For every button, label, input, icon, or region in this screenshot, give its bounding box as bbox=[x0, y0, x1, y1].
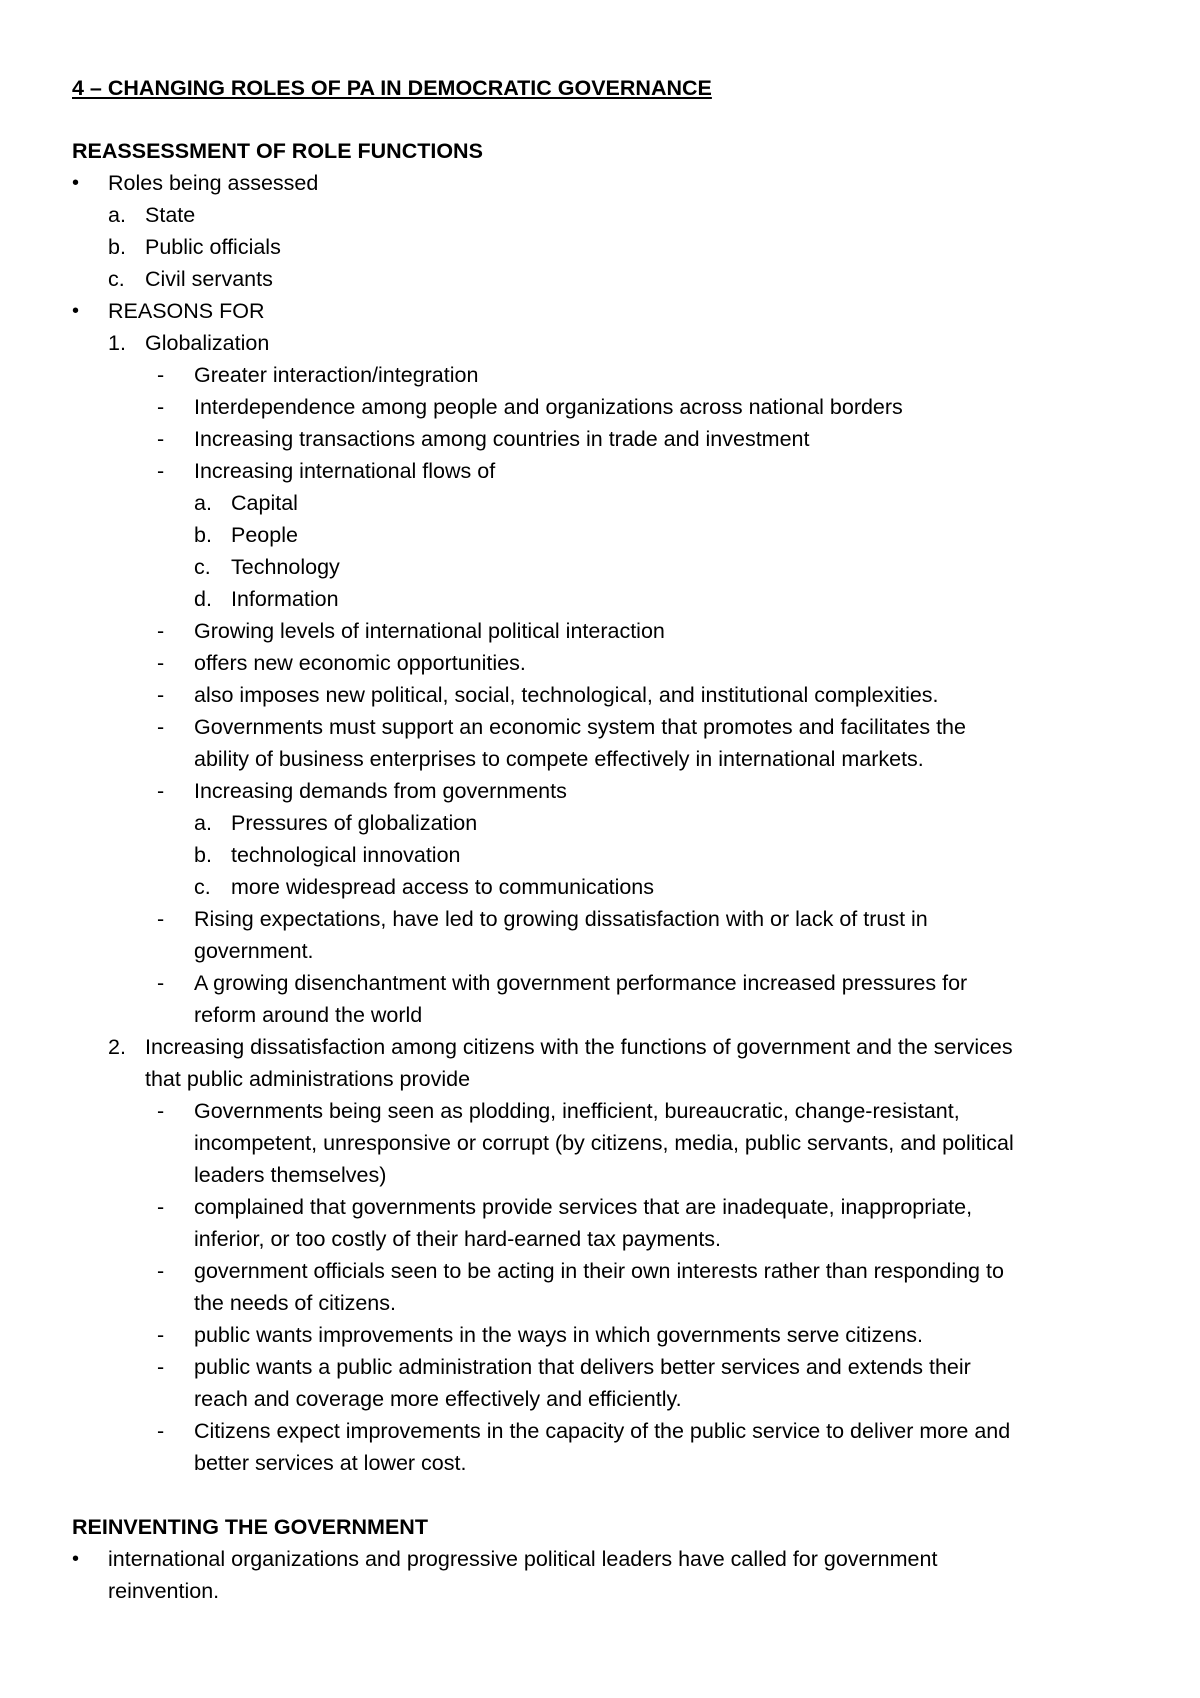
dash-item bbox=[0, 967, 1200, 999]
bullet-marker: • bbox=[72, 1548, 80, 1570]
dash-item-continuation bbox=[0, 1447, 1200, 1479]
dash-text: Greater interaction/integration bbox=[194, 363, 479, 387]
dash-item bbox=[0, 391, 1200, 423]
list-text: People bbox=[231, 523, 298, 547]
list-text: Pressures of globalization bbox=[231, 811, 478, 835]
bullet-item bbox=[0, 1543, 1200, 1575]
dash-item-continuation bbox=[0, 743, 1200, 775]
list-text: Civil servants bbox=[145, 267, 273, 291]
dash-text: Increasing international flows of bbox=[194, 459, 496, 483]
dash-item bbox=[0, 903, 1200, 935]
list-item bbox=[0, 231, 1200, 263]
list-marker: a. bbox=[194, 811, 212, 835]
dash-marker: - bbox=[157, 971, 165, 995]
dash-item bbox=[0, 1255, 1200, 1287]
dash-item-continuation bbox=[0, 1127, 1200, 1159]
dash-item bbox=[0, 1191, 1200, 1223]
list-item bbox=[0, 263, 1200, 295]
dash-text: A growing disenchantment with government performance increased pressures for bbox=[194, 971, 968, 995]
dash-text: inferior, or too costly of their hard-earned tax payments. bbox=[194, 1227, 722, 1251]
dash-text: public wants a public administration that delivers better services and extends their bbox=[194, 1355, 971, 1379]
list-marker: c. bbox=[108, 267, 125, 291]
list-text: technological innovation bbox=[231, 843, 461, 867]
section-heading-reassessment: REASSESSMENT OF ROLE FUNCTIONS bbox=[72, 139, 483, 163]
sub-list-item bbox=[0, 487, 1200, 519]
dash-item bbox=[0, 455, 1200, 487]
list-text: Public officials bbox=[145, 235, 281, 259]
dash-item bbox=[0, 711, 1200, 743]
dash-text: complained that governments provide services that are inadequate, inappropriate, bbox=[194, 1195, 973, 1219]
dash-text: Increasing transactions among countries in trade and investment bbox=[194, 427, 810, 451]
dash-item bbox=[0, 359, 1200, 391]
dash-marker: - bbox=[157, 427, 165, 451]
numbered-text: that public administrations provide bbox=[145, 1067, 471, 1091]
dash-item bbox=[0, 1351, 1200, 1383]
list-text: State bbox=[145, 203, 196, 227]
sub-list-item bbox=[0, 839, 1200, 871]
dash-item-continuation bbox=[0, 999, 1200, 1031]
dash-item bbox=[0, 423, 1200, 455]
bullet-text-roles: Roles being assessed bbox=[108, 171, 319, 195]
dash-text: offers new economic opportunities. bbox=[194, 651, 526, 675]
section-heading-line bbox=[0, 1511, 1200, 1543]
dash-item-continuation bbox=[0, 1287, 1200, 1319]
bullet-text: reinvention. bbox=[108, 1579, 220, 1603]
dash-text: Increasing demands from governments bbox=[194, 779, 567, 803]
document-title: 4 – CHANGING ROLES OF PA IN DEMOCRATIC GOVERNANCE bbox=[72, 76, 712, 100]
list-marker: c. bbox=[194, 555, 211, 579]
dash-marker: - bbox=[157, 907, 165, 931]
bullet-item bbox=[0, 295, 1200, 327]
dash-marker: - bbox=[157, 651, 165, 675]
dash-text: Growing levels of international political interaction bbox=[194, 619, 665, 643]
dash-text: Citizens expect improvements in the capacity of the public service to deliver more and bbox=[194, 1419, 1011, 1443]
sub-list-item bbox=[0, 519, 1200, 551]
list-marker: d. bbox=[194, 587, 212, 611]
dash-text: reach and coverage more effectively and efficiently. bbox=[194, 1387, 682, 1411]
dash-text: Governments being seen as plodding, inefficient, bureaucratic, change-resistant, bbox=[194, 1099, 960, 1123]
dash-item-continuation bbox=[0, 1383, 1200, 1415]
dash-marker: - bbox=[157, 459, 165, 483]
bullet-item-continuation bbox=[0, 1575, 1200, 1607]
numbered-item-continuation bbox=[0, 1063, 1200, 1095]
dash-marker: - bbox=[157, 715, 165, 739]
dash-marker: - bbox=[157, 363, 165, 387]
dash-text: better services at lower cost. bbox=[194, 1451, 467, 1475]
bullet-item bbox=[0, 167, 1200, 199]
dash-marker: - bbox=[157, 1419, 165, 1443]
dash-item-continuation bbox=[0, 935, 1200, 967]
dash-marker: - bbox=[157, 395, 165, 419]
dash-text: public wants improvements in the ways in which governments serve citizens. bbox=[194, 1323, 923, 1347]
list-marker: b. bbox=[194, 523, 212, 547]
dash-marker: - bbox=[157, 1259, 165, 1283]
dash-text: government officials seen to be acting in their own interests rather than responding to bbox=[194, 1259, 1004, 1283]
dash-marker: - bbox=[157, 1195, 165, 1219]
list-marker: c. bbox=[194, 875, 211, 899]
bullet-text-reasons: REASONS FOR bbox=[108, 299, 265, 323]
sub-list-item bbox=[0, 807, 1200, 839]
numbered-item bbox=[0, 1031, 1200, 1063]
dash-text: Interdependence among people and organizations across national borders bbox=[194, 395, 903, 419]
bullet-marker: • bbox=[72, 300, 80, 322]
dash-item bbox=[0, 1095, 1200, 1127]
list-text: Technology bbox=[231, 555, 340, 579]
sub-list-item bbox=[0, 871, 1200, 903]
dash-item-continuation bbox=[0, 1159, 1200, 1191]
sub-list-item bbox=[0, 583, 1200, 615]
bullet-marker: • bbox=[72, 172, 80, 194]
list-marker: b. bbox=[194, 843, 212, 867]
dash-text: reform around the world bbox=[194, 1003, 423, 1027]
section-heading-reinventing: REINVENTING THE GOVERNMENT bbox=[72, 1515, 428, 1539]
sub-list-item bbox=[0, 551, 1200, 583]
dash-marker: - bbox=[157, 619, 165, 643]
dash-text: leaders themselves) bbox=[194, 1163, 387, 1187]
dash-marker: - bbox=[157, 779, 165, 803]
dash-marker: - bbox=[157, 1355, 165, 1379]
list-text: more widespread access to communications bbox=[231, 875, 655, 899]
dash-marker: - bbox=[157, 1323, 165, 1347]
list-marker: a. bbox=[194, 491, 212, 515]
dash-text: ability of business enterprises to compete effectively in international markets. bbox=[194, 747, 924, 771]
list-text: Information bbox=[231, 587, 339, 611]
document-title-line bbox=[0, 72, 1200, 104]
dash-item bbox=[0, 775, 1200, 807]
dash-text: also imposes new political, social, technological, and institutional complexities. bbox=[194, 683, 939, 707]
dash-item bbox=[0, 647, 1200, 679]
list-text: Capital bbox=[231, 491, 298, 515]
dash-item bbox=[0, 1319, 1200, 1351]
bullet-text: international organizations and progressive political leaders have called for government bbox=[108, 1547, 938, 1571]
dash-item bbox=[0, 679, 1200, 711]
dash-item bbox=[0, 1415, 1200, 1447]
dash-text: incompetent, unresponsive or corrupt (by citizens, media, public servants, and political bbox=[194, 1131, 1014, 1155]
dash-text: the needs of citizens. bbox=[194, 1291, 396, 1315]
dash-item bbox=[0, 615, 1200, 647]
dash-item-continuation bbox=[0, 1223, 1200, 1255]
dash-marker: - bbox=[157, 683, 165, 707]
numbered-text: Globalization bbox=[145, 331, 270, 355]
dash-text: Rising expectations, have led to growing dissatisfaction with or lack of trust in bbox=[194, 907, 928, 931]
section-heading-line bbox=[0, 135, 1200, 167]
number-marker: 1. bbox=[108, 331, 126, 355]
dash-text: Governments must support an economic system that promotes and facilitates the bbox=[194, 715, 966, 739]
dash-marker: - bbox=[157, 1099, 165, 1123]
numbered-item bbox=[0, 327, 1200, 359]
numbered-text: Increasing dissatisfaction among citizens with the functions of government and the services bbox=[145, 1035, 1013, 1059]
list-marker: b. bbox=[108, 235, 126, 259]
dash-text: government. bbox=[194, 939, 314, 963]
number-marker: 2. bbox=[108, 1035, 126, 1059]
list-marker: a. bbox=[108, 203, 126, 227]
list-item bbox=[0, 199, 1200, 231]
